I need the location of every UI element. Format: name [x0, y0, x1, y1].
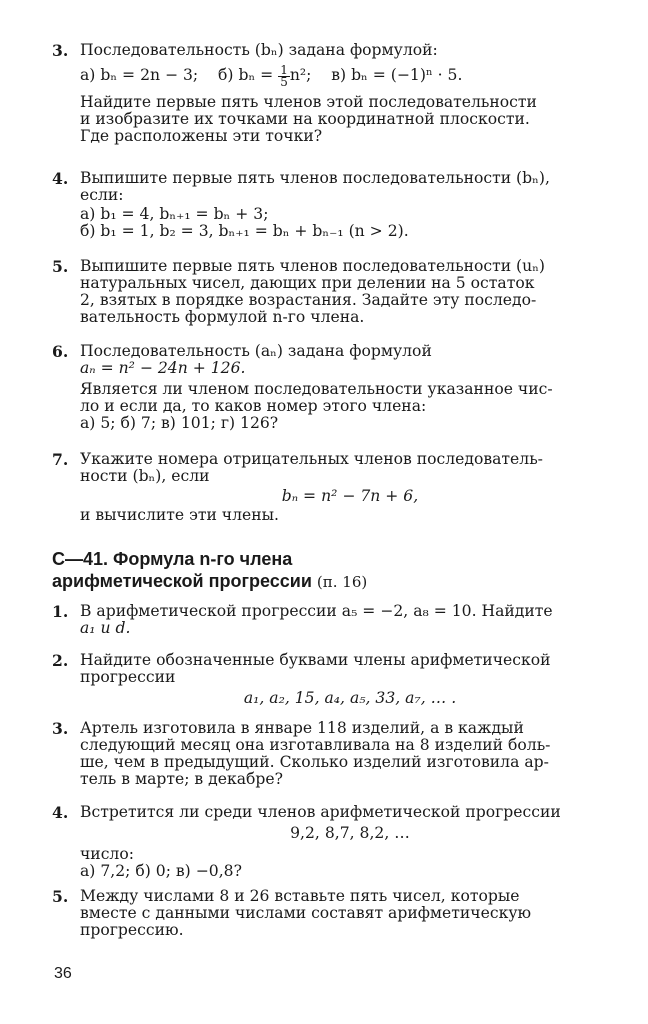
section-heading	[52, 548, 600, 593]
problem-5	[52, 258, 600, 326]
problem-text: следующий месяц она изготавливала на 8 изделий боль-	[80, 736, 551, 754]
fraction: $\frac{1}{5}$	[280, 63, 288, 89]
section-problem-5	[52, 888, 600, 939]
problem-text: прогрессии	[80, 668, 176, 686]
option-a: а) b₁ = 4, bₙ₊₁ = bₙ + 3;	[80, 205, 269, 223]
problem-text: Найдите первые пять членов этой последовательности	[80, 93, 537, 111]
formula: a₁, a₂, 15, a₄, a₅, 33, a₇, … .	[243, 689, 457, 707]
problem-3	[52, 42, 600, 145]
problem-text: если:	[80, 186, 124, 204]
problem-text: Встретится ли среди членов арифметической прогрессии	[80, 803, 561, 821]
problem-number: 2.	[52, 651, 69, 670]
problem-text: Найдите обозначенные буквами члены арифметической	[80, 651, 551, 669]
problem-text: 2, взятых в порядке возрастания. Задайте эту последо-	[80, 291, 537, 309]
page-number: 36	[54, 965, 72, 982]
problem-text: Последовательность (bₙ) задана формулой:	[80, 41, 438, 59]
section-problem-4	[52, 804, 600, 880]
option-b: б) b₁ = 1, b₂ = 3, bₙ₊₁ = bₙ + bₙ₋₁ (n > 2).	[80, 222, 409, 240]
option-a-formula: bₙ = 2n − 3;	[100, 66, 199, 84]
problem-number: 6.	[52, 342, 69, 361]
problem-text: В арифметической прогрессии a₅ = −2, a₈ = 10. Найдите	[80, 602, 553, 620]
problem-6	[52, 343, 600, 432]
problem-7	[52, 451, 600, 524]
problem-number: 3.	[52, 41, 69, 60]
formula: aₙ = n² − 24n + 126.	[80, 359, 246, 377]
problem-text: Где расположены эти точки?	[80, 127, 323, 145]
problem-text: Последовательность (aₙ) задана формулой	[80, 342, 432, 360]
problem-text: a₁ и d.	[80, 619, 131, 637]
problem-text: Выпишите первые пять членов последовательности (bₙ),	[80, 169, 550, 187]
option-b-lhs: bₙ =	[238, 66, 274, 84]
problem-number: 5.	[52, 887, 69, 906]
answer-options: а) 7,2; б) 0; в) −0,8?	[80, 862, 242, 880]
problem-number: 4.	[52, 803, 69, 822]
option-a-label: а)	[80, 66, 96, 84]
problem-text: и вычислите эти члены.	[80, 506, 280, 524]
problem-number: 7.	[52, 450, 69, 469]
problem-text: ло и если да, то каков номер этого члена:	[80, 397, 427, 415]
problem-number: 1.	[52, 602, 69, 621]
option-b-rhs: n²;	[289, 66, 312, 84]
problem-text: вместе с данными числами составят арифметическую	[80, 904, 532, 922]
section-problem-2	[52, 652, 600, 707]
section-problem-3	[52, 720, 600, 788]
section-title-line-2: арифметической прогрессии	[52, 571, 312, 591]
problem-4	[52, 170, 600, 240]
problem-text: прогрессию.	[80, 921, 184, 939]
problem-text: ности (bₙ), если	[80, 467, 210, 485]
problem-number: 4.	[52, 169, 69, 188]
problem-text: вательность формулой n-го члена.	[80, 308, 365, 326]
problem-text: Укажите номера отрицательных членов последователь-	[80, 450, 543, 468]
option-b-label: б)	[218, 66, 234, 84]
problem-number: 3.	[52, 719, 69, 738]
formula: 9,2, 8,7, 8,2, …	[290, 824, 410, 842]
formula-options	[80, 65, 600, 88]
problem-text: ше, чем в предыдущий. Сколько изделий изготовила ар-	[80, 753, 549, 771]
problem-text: и изобразите их точками на координатной плоскости.	[80, 110, 530, 128]
section-title-line-1: С—41. Формула n-го члена	[52, 549, 293, 569]
formula: bₙ = n² − 7n + 6,	[281, 487, 419, 505]
problem-text: Выпишите первые пять членов последовательности (uₙ)	[80, 257, 546, 275]
problem-text: Является ли членом последовательности указанное чис-	[80, 380, 553, 398]
section-problem-1	[52, 603, 600, 637]
problem-text: тель в марте; в декабре?	[80, 770, 283, 788]
option-c-formula: bₙ = (−1)ⁿ · 5.	[351, 66, 463, 84]
option-c-label: в)	[331, 66, 347, 84]
problem-text: Между числами 8 и 26 вставьте пять чисел, которые	[80, 887, 520, 905]
problem-text: Артель изготовила в январе 118 изделий, а в каждый	[80, 719, 524, 737]
problem-text: натуральных чисел, дающих при делении на 5 остаток	[80, 274, 535, 292]
problem-text: число:	[80, 845, 134, 863]
answer-options: а) 5; б) 7; в) 101; г) 126?	[80, 414, 279, 432]
problem-number: 5.	[52, 257, 69, 276]
section-reference: (п. 16)	[316, 573, 368, 591]
